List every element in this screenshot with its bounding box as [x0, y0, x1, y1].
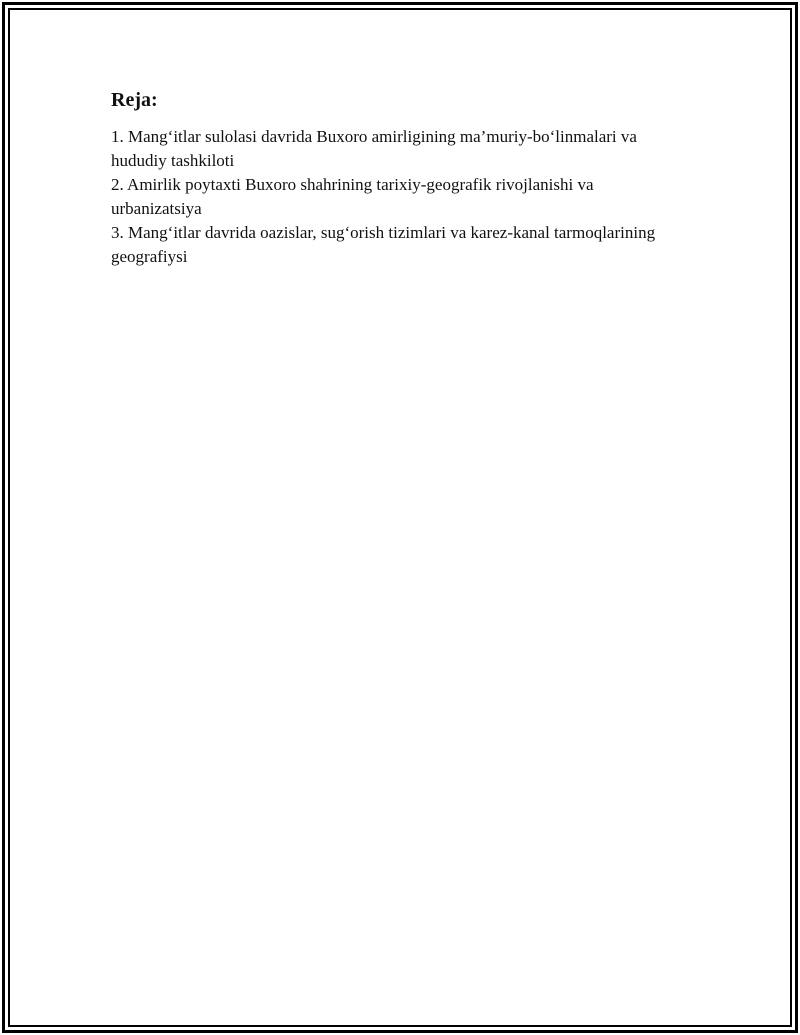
plan-list	[111, 125, 671, 269]
plan-item-1: 1. Mang‘itlar sulolasi davrida Buxoro amirligining ma’muriy-bo‘linmalari va hududiy tashkiloti	[111, 127, 637, 170]
document-body	[111, 87, 671, 269]
plan-item-2: 2. Amirlik poytaxti Buxoro shahrining tarixiy-geografik rivojlanishi va urbanizatsiya	[111, 175, 594, 218]
plan-item-3: 3. Mang‘itlar davrida oazislar, sug‘orish tizimlari va karez-kanal tarmoqlarining geografiysi	[111, 223, 656, 266]
plan-heading: Reja:	[111, 89, 158, 111]
